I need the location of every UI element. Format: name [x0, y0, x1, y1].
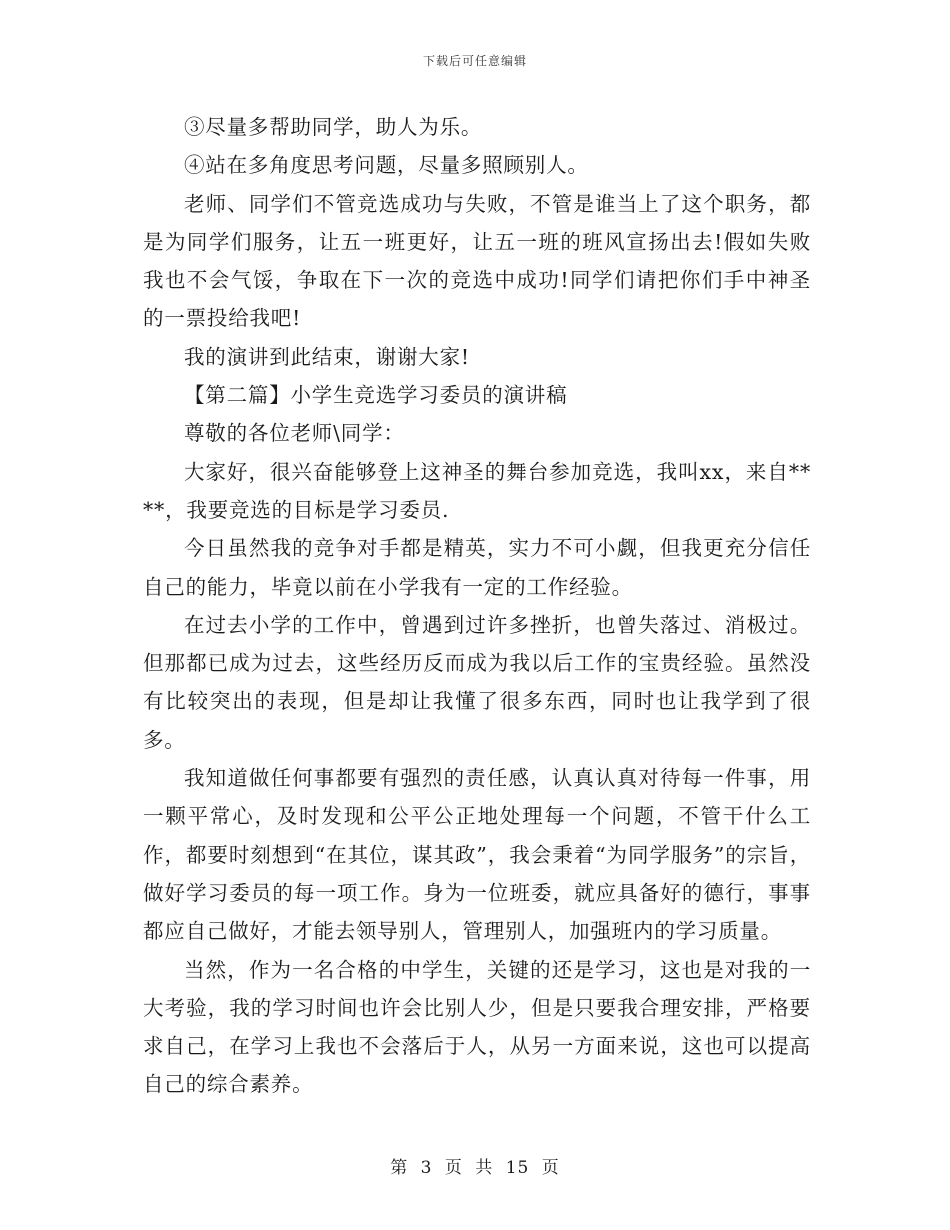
paragraph: ④站在多角度思考问题，尽量多照顾别人。	[184, 153, 589, 178]
page-header: 下载后可任意编辑	[422, 54, 527, 68]
paragraph: ③尽量多帮助同学，助人为乐。	[184, 115, 483, 139]
paragraph: 老师、同学们不管竞选成功与失败，不管是谁当上了这个职务，都是为同学们服务，让五一班更好，让五一班的班风宣扬出去!假如失败我也不会气馁，争取在下一次的竞选中成功!同学们请把你们手中神圣的一票投给我吧!	[143, 191, 811, 331]
paragraph: 我的演讲到此结束，谢谢大家!	[184, 344, 470, 369]
document-body	[143, 108, 811, 1104]
salutation: 尊敬的各位老师\同学：	[184, 421, 405, 446]
paragraph: 大家好，很兴奋能够登上这神圣的舞台参加竞选，我叫xx，来自****，我要竞选的目标是学习委员.	[143, 459, 811, 522]
section-title: 【第二篇】小学生竞选学习委员的演讲稿	[184, 383, 568, 408]
paragraph: 今日虽然我的竞争对手都是精英，实力不可小觑，但我更充分信任自己的能力，毕竟以前在小学我有一定的工作经验。	[143, 536, 811, 599]
paragraph: 在过去小学的工作中，曾遇到过许多挫折，也曾失落过、消极过。但那都已成为过去，这些经历反而成为我以后工作的宝贵经验。虽然没有比较突出的表现，但是却让我懂了很多东西，同时也让我学到了很多。	[143, 612, 811, 752]
paragraph: 当然，作为一名合格的中学生，关键的还是学习，这也是对我的一大考验，我的学习时间也许会比别人少，但是只要我合理安排，严格要求自己，在学习上我也不会落后于人，从另一方面来说，这也可以提高自己的综合素养。	[143, 957, 811, 1097]
page-number: 第 3 页 共 15 页	[390, 1158, 560, 1178]
paragraph: 我知道做任何事都要有强烈的责任感，认真认真对待每一件事，用一颗平常心，及时发现和公平公正地处理每一个问题，不管干什么工作，都要时刻想到“在其位，谋其政”，我会秉着“为同学服务”的宗旨，做好学习委员的每一项工作。身为一位班委，就应具备好的德行，事事都应自己做好，才能去领导别人，管理别人，加强班内的学习质量。	[143, 766, 811, 944]
